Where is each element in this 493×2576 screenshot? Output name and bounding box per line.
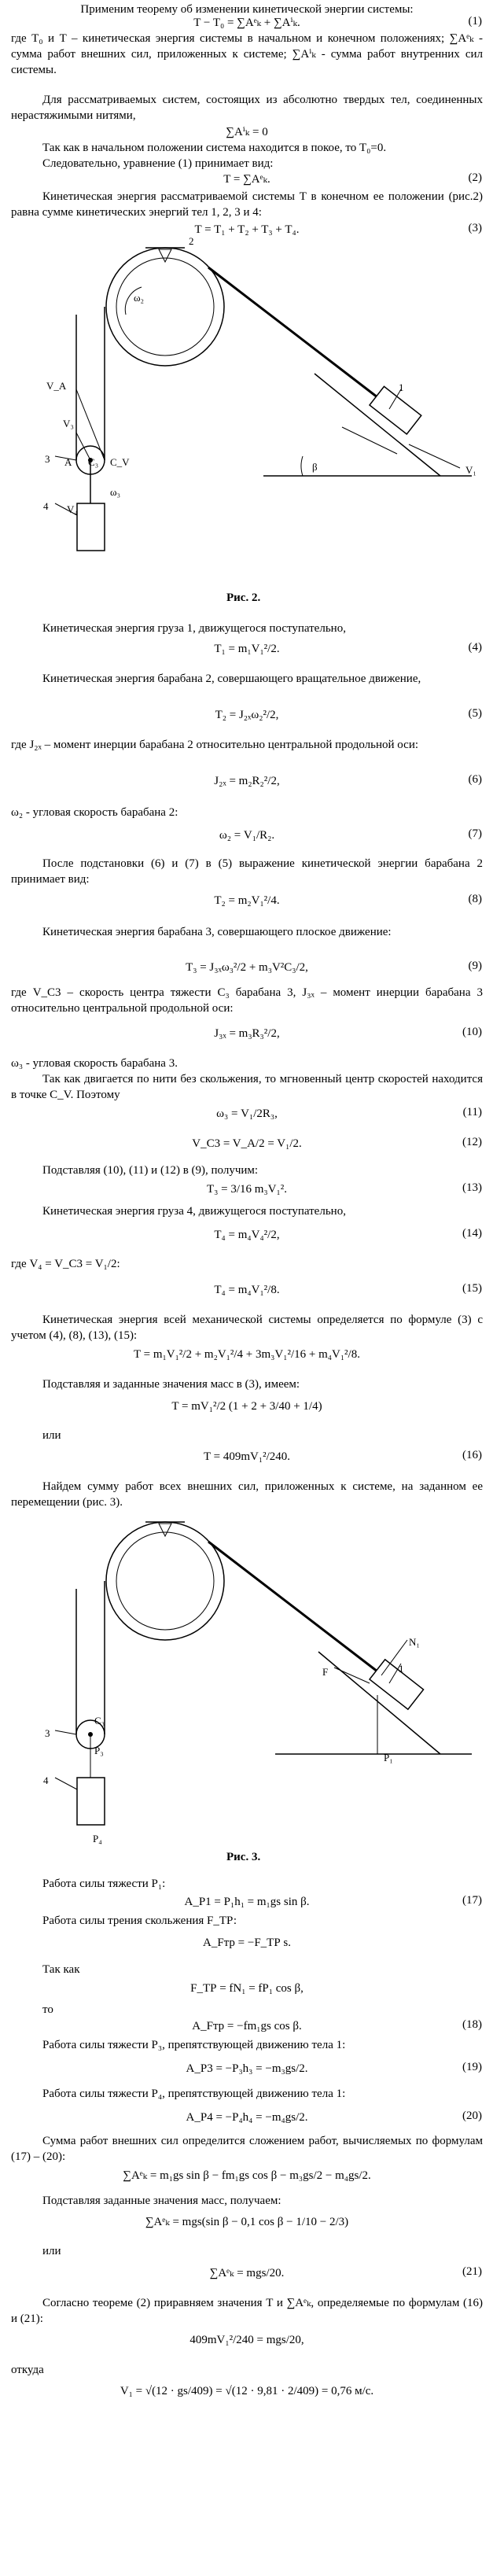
equation-13: T₃ = 3/16 m₃V₁². xyxy=(207,1183,287,1196)
equation-number: (11) xyxy=(462,1106,482,1118)
paragraph: Так как xyxy=(42,1963,80,1976)
fig2-label-3: 3 xyxy=(45,453,50,465)
equation-number: (19) xyxy=(462,2061,482,2073)
paragraph: Сумма работ внешних сил определится сложением работ, вычисляемых по формулам (17) – (20): xyxy=(11,2135,483,2163)
figure-2-diagram xyxy=(31,232,487,578)
equation-10: J₃ₓ = m₃R₃²/2, xyxy=(214,1027,280,1040)
equation-19: A_P3 = −P₃h₃ = −m₃gs/2. xyxy=(186,2062,308,2075)
fig2-label-v3: V₃ xyxy=(63,418,74,429)
equation-15: T₄ = m₄V₁²/8. xyxy=(214,1284,280,1296)
fig3-label-p3: P₃ xyxy=(94,1745,104,1756)
paragraph: Подставляя заданные значения масс, получаем: xyxy=(42,2195,281,2207)
equation-5: T₂ = J₂ₓω₂²/2, xyxy=(215,709,279,721)
equation: ∑Aᵉₖ = mgs(sin β − 0,1 cos β − 1/10 − 2/3) xyxy=(145,2216,349,2228)
fig2-label-1: 1 xyxy=(399,381,404,393)
paragraph: Следовательно, уравнение (1) принимает вид: xyxy=(42,157,274,170)
fig3-label-c3: C₃ xyxy=(94,1715,105,1727)
paragraph: где V_C3 – скорость центра тяжести C₃ барабана 3, J₃ₓ – момент инерции барабана 3 относительно центральной продольной оси: xyxy=(11,986,483,1015)
paragraph: Работа силы тяжести P₄, препятствующей движению тела 1: xyxy=(42,2088,346,2100)
equation-number: (5) xyxy=(468,707,482,720)
equation: T = mV₁²/2 (1 + 2 + 3/40 + 1/4) xyxy=(171,1400,322,1413)
equation-number: (6) xyxy=(468,773,482,786)
paragraph: Кинетическая энергия рассматриваемой системы T в конечном ее положении (рис.2) равна сумме кинетических энергий тел 1, 2, 3 и 4: xyxy=(11,190,483,219)
equation-3: T = T₁ + T₂ + T₃ + T₄. xyxy=(194,223,300,236)
fig2-label-c3: C₃ xyxy=(88,456,99,468)
equation: ∑Aⁱₖ = 0 xyxy=(226,126,268,138)
equation-7: ω₂ = V₁/R₂. xyxy=(219,829,275,842)
equation-number: (15) xyxy=(462,1282,482,1295)
equation-number: (12) xyxy=(462,1136,482,1148)
equation-number: (20) xyxy=(462,2110,482,2122)
equation: 409mV₁²/240 = mgs/20, xyxy=(189,2334,304,2346)
equation-2: T = ∑Aᵉₖ. xyxy=(223,173,270,186)
equation-8: T₂ = m₂V₁²/4. xyxy=(214,894,280,907)
paragraph: Подставляя и заданные значения масс в (3), имеем: xyxy=(42,1378,300,1391)
equation-1: T − T₀ = ∑Aᵉₖ + ∑Aⁱₖ. xyxy=(193,17,300,29)
equation-final: V₁ = √(12 · gs/409) = √(12 · 9,81 · 2/409) = 0,76 м/с. xyxy=(120,2385,374,2397)
equation-16: T = 409mV₁²/240. xyxy=(204,1450,290,1463)
equation-number: (4) xyxy=(468,641,482,654)
equation: ∑Aᵉₖ = m₁gs sin β − fm₁gs cos β − m₃gs/2 − m₄gs/2. xyxy=(123,2169,371,2182)
fig3-label-1: 1 xyxy=(399,1663,404,1675)
equation-18: A_Fтр = −fm₁gs cos β. xyxy=(192,2020,302,2032)
intro-text: Применим теорему об изменении кинетической энергии системы: xyxy=(80,3,414,16)
fig2-label-beta: β xyxy=(312,461,318,473)
equation-number: (2) xyxy=(468,171,482,184)
equation-6: J₂ₓ = m₂R₂²/2, xyxy=(214,775,280,787)
figure-2-caption: Рис. 2. xyxy=(226,591,261,604)
fig2-label-omega3: ω₃ xyxy=(110,486,121,498)
fig2-label-a: A xyxy=(64,456,72,468)
equation-12: V_C3 = V_A/2 = V₁/2. xyxy=(192,1137,302,1150)
paragraph: то xyxy=(42,2003,53,2016)
equation-4: T₁ = m₁V₁²/2. xyxy=(214,643,280,655)
equation-number: (13) xyxy=(462,1181,482,1194)
fig2-label-cv: C_V xyxy=(110,456,130,468)
equation-number: (1) xyxy=(468,15,482,28)
fig3-label-f: F xyxy=(322,1666,329,1678)
paragraph: откуда xyxy=(11,2364,44,2376)
fig2-label-4: 4 xyxy=(43,500,49,512)
equation-number: (18) xyxy=(462,2018,482,2031)
fig3-label-n1: N₁ xyxy=(409,1636,420,1648)
equation-number: (8) xyxy=(468,893,482,905)
equation-number: (7) xyxy=(468,827,482,840)
equation-11: ω₃ = V₁/2R₃, xyxy=(216,1107,278,1120)
paragraph: Так как двигается по нити без скольжения, то мгновенный центр скоростей находится в точке C_V. Поэтому xyxy=(11,1073,483,1101)
equation-9: T₃ = J₃ₓω₃²/2 + m₃V²C₃/2, xyxy=(186,961,308,974)
paragraph: Согласно теореме (2) приравняем значения T и ∑Aᵉₖ, определяемые по формулам (16) и (21): xyxy=(11,2297,483,2325)
figure-3-diagram xyxy=(31,1514,487,1844)
equation-number: (17) xyxy=(462,1894,482,1907)
equation: A_Fтр = −F_ТР s. xyxy=(202,1937,292,1949)
fig3-label-3: 3 xyxy=(45,1727,50,1739)
paragraph: где J₂ₓ – момент инерции барабана 2 относительно центральной продольной оси: xyxy=(11,739,419,751)
paragraph: ω₂ - угловая скорость барабана 2: xyxy=(11,806,178,819)
equation-20: A_P4 = −P₄h₄ = −m₄gs/2. xyxy=(186,2111,308,2124)
fig2-label-2: 2 xyxy=(189,235,194,247)
fig3-label-4: 4 xyxy=(43,1774,49,1786)
paragraph: Так как в начальном положении система находится в покое, то T₀=0. xyxy=(42,142,387,154)
equation: T = m₁V₁²/2 + m₂V₁²/4 + 3m₃V₁²/16 + m₄V₁²/8. xyxy=(134,1348,360,1361)
equation-number: (10) xyxy=(462,1026,482,1038)
equation-number: (16) xyxy=(462,1449,482,1461)
paragraph: Работа силы трения скольжения F_ТР: xyxy=(42,1914,237,1927)
fig2-label-v4: V₄ xyxy=(67,503,78,515)
fig2-label-va: V_A xyxy=(46,380,67,392)
paragraph: или xyxy=(42,1429,61,1442)
equation: F_ТР = fN₁ = fP₁ cos β, xyxy=(190,1982,304,1995)
paragraph: где V₄ = V_C3 = V₁/2: xyxy=(11,1258,120,1270)
paragraph: После подстановки (6) и (7) в (5) выражение кинетической энергии барабана 2 принимает вид: xyxy=(11,857,483,886)
fig2-label-v1: V₁ xyxy=(465,464,476,476)
equation-17: A_P1 = P₁h₁ = m₁gs sin β. xyxy=(184,1896,310,1908)
paragraph: Найдем сумму работ всех внешних сил, приложенных к системе, на заданном ее перемещении (рис. 3). xyxy=(11,1480,483,1509)
paragraph: Кинетическая энергия барабана 2, совершающего вращательное движение, xyxy=(42,673,421,685)
paragraph: ω₃ - угловая скорость барабана 3. xyxy=(11,1057,178,1070)
paragraph: Кинетическая энергия всей механической системы определяется по формуле (3) с учетом (4), (8), (13), (15): xyxy=(11,1314,483,1342)
paragraph: Для рассматриваемых систем, состоящих из абсолютно твердых тел, соединенных нерастяжимыми нитями, xyxy=(11,94,483,122)
fig2-label-omega2: ω₂ xyxy=(134,292,145,304)
paragraph: Работа силы тяжести P₃, препятствующей движению тела 1: xyxy=(42,2039,346,2051)
equation-21: ∑Aᵉₖ = mgs/20. xyxy=(209,2267,285,2279)
fig3-label-p4: P₄ xyxy=(93,1833,102,1844)
equation-14: T₄ = m₄V₄²/2, xyxy=(214,1229,280,1241)
equation-number: (21) xyxy=(462,2265,482,2278)
paragraph: Работа силы тяжести P₁: xyxy=(42,1878,166,1890)
paragraph: где T₀ и T – кинетическая энергия системы в начальном и конечном положениях; ∑Aᵉₖ - сумма работ внешних сил, приложенных к системе; ∑Aⁱₖ - сумма работ внутренних сил системы. xyxy=(11,32,483,76)
fig3-label-p1: P₁ xyxy=(384,1752,393,1763)
paragraph: Кинетическая энергия груза 4, движущегося поступательно, xyxy=(42,1205,346,1218)
paragraph: или xyxy=(42,2245,61,2257)
paragraph: Кинетическая энергия груза 1, движущегося поступательно, xyxy=(42,622,346,635)
equation-number: (14) xyxy=(462,1227,482,1240)
paragraph: Подставляя (10), (11) и (12) в (9), получим: xyxy=(42,1164,259,1177)
paragraph: Кинетическая энергия барабана 3, совершающего плоское движение: xyxy=(42,926,392,938)
figure-3-caption: Рис. 3. xyxy=(226,1851,261,1863)
equation-number: (3) xyxy=(468,222,482,234)
equation-number: (9) xyxy=(468,960,482,972)
